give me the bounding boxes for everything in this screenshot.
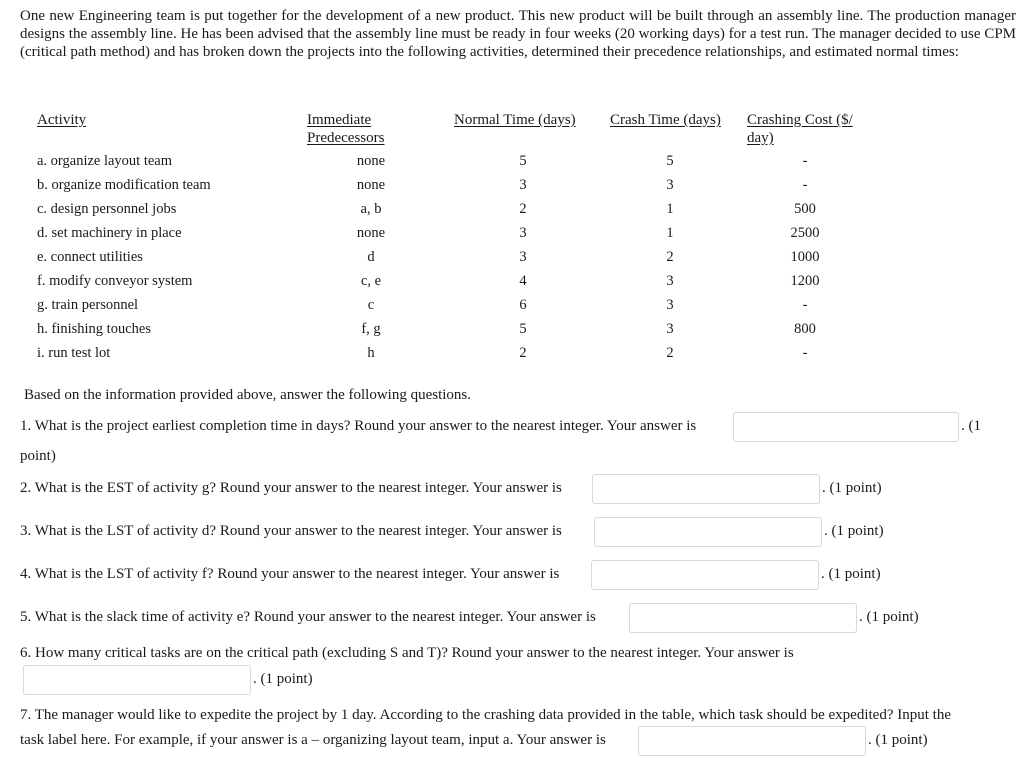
predecessors-cell: d	[367, 249, 375, 265]
crash-time-cell: 2	[666, 345, 674, 361]
predecessors-cell: a, b	[360, 201, 382, 217]
crashing-cost-cell: 800	[794, 321, 816, 337]
question-6-answer-input[interactable]	[23, 665, 251, 695]
table-row	[0, 249, 1024, 269]
crashing-cost-cell: 1000	[790, 249, 820, 265]
crashing-cost-cell: -	[802, 297, 808, 313]
activity-cell: d. set machinery in place	[37, 225, 182, 241]
header-crashing-cost-line2: day)	[747, 130, 774, 146]
activity-cell: f. modify conveyor system	[37, 273, 193, 289]
question-6-text: 6. How many critical tasks are on the critical path (excluding S and T)? Round your answer to the nearest integer. Your answer is	[20, 645, 794, 661]
questions-intro: Based on the information provided above, answer the following questions.	[24, 387, 471, 403]
header-activity: Activity	[37, 112, 87, 128]
question-1-points: . (1	[961, 418, 981, 434]
table-row	[0, 177, 1024, 197]
question-1-text: 1. What is the project earliest completion time in days? Round your answer to the nearest integer. Your answer is	[20, 418, 697, 434]
activity-cell: c. design personnel jobs	[37, 201, 177, 217]
crash-time-cell: 2	[666, 249, 674, 265]
activity-cell: g. train personnel	[37, 297, 139, 313]
table-row	[0, 297, 1024, 317]
predecessors-cell: h	[367, 345, 375, 361]
crashing-cost-cell: -	[802, 345, 808, 361]
question-7-text: 7. The manager would like to expedite the project by 1 day. According to the crashing data provided in the table, which task should be expedited? Input the	[20, 707, 951, 723]
question-6-points: . (1 point)	[253, 671, 313, 687]
crashing-cost-cell: -	[802, 177, 808, 193]
table-row	[0, 345, 1024, 365]
table-row	[0, 273, 1024, 293]
activity-cell: e. connect utilities	[37, 249, 143, 265]
header-predecessors-line2: Predecessors	[307, 130, 385, 146]
normal-time-cell: 5	[519, 321, 527, 337]
crashing-cost-cell: 2500	[790, 225, 820, 241]
predecessors-cell: f, g	[361, 321, 381, 337]
question-2-text: 2. What is the EST of activity g? Round your answer to the nearest integer. Your answer is	[20, 480, 562, 496]
question-7-answer-input[interactable]	[638, 726, 866, 756]
question-7-text-cont: task label here. For example, if your answer is a – organizing layout team, input a. Your answer is	[20, 732, 606, 748]
table-row	[0, 225, 1024, 245]
normal-time-cell: 3	[519, 225, 527, 241]
crash-time-cell: 3	[666, 177, 674, 193]
crash-time-cell: 5	[666, 153, 674, 169]
crash-time-cell: 1	[666, 201, 674, 217]
crash-time-cell: 3	[666, 297, 674, 313]
normal-time-cell: 2	[519, 345, 527, 361]
question-3-text: 3. What is the LST of activity d? Round your answer to the nearest integer. Your answer is	[20, 523, 562, 539]
activity-cell: i. run test lot	[37, 345, 111, 361]
normal-time-cell: 2	[519, 201, 527, 217]
crash-time-cell: 3	[666, 321, 674, 337]
question-2-points: . (1 point)	[822, 480, 882, 496]
question-4-points: . (1 point)	[821, 566, 881, 582]
question-7-points: . (1 point)	[868, 732, 928, 748]
header-predecessors-line1: Immediate	[307, 112, 372, 128]
question-3-answer-input[interactable]	[594, 517, 822, 547]
question-1-answer-input[interactable]	[733, 412, 959, 442]
crashing-cost-cell: 500	[794, 201, 816, 217]
question-3-points: . (1 point)	[824, 523, 884, 539]
table-row	[0, 153, 1024, 173]
normal-time-cell: 6	[519, 297, 527, 313]
normal-time-cell: 3	[519, 177, 527, 193]
crash-time-cell: 1	[666, 225, 674, 241]
question-5-answer-input[interactable]	[629, 603, 857, 633]
crash-time-cell: 3	[666, 273, 674, 289]
predecessors-cell: none	[356, 225, 386, 241]
question-1-points-cont: point)	[20, 448, 56, 464]
header-crash-time: Crash Time (days)	[610, 112, 721, 128]
activity-cell: a. organize layout team	[37, 153, 173, 169]
question-2-answer-input[interactable]	[592, 474, 820, 504]
question-5-text: 5. What is the slack time of activity e? Round your answer to the nearest integer. Your answer is	[20, 609, 596, 625]
predecessors-cell: none	[356, 177, 386, 193]
header-normal-time: Normal Time (days)	[454, 112, 576, 128]
problem-intro: One new Engineering team is put together for the development of a new product. This new product will be built through an assembly line. The production manager designs the assembly line. He has been advised that the assembly line must be ready in four weeks (20 working days) for a test run. The manager decided to use CPM (critical path method) and has broken down the projects into the following activities, determined their precedence relationships, and estimated normal times:	[20, 8, 1016, 60]
crashing-cost-cell: -	[802, 153, 808, 169]
question-4-text: 4. What is the LST of activity f? Round your answer to the nearest integer. Your answer is	[20, 566, 560, 582]
activity-cell: b. organize modification team	[37, 177, 211, 193]
table-row	[0, 201, 1024, 221]
question-5-points: . (1 point)	[859, 609, 919, 625]
normal-time-cell: 5	[519, 153, 527, 169]
header-crashing-cost-line1: Crashing Cost ($/	[747, 112, 853, 128]
normal-time-cell: 3	[519, 249, 527, 265]
predecessors-cell: none	[356, 153, 386, 169]
predecessors-cell: c	[367, 297, 375, 313]
activity-cell: h. finishing touches	[37, 321, 151, 337]
table-row	[0, 321, 1024, 341]
question-4-answer-input[interactable]	[591, 560, 819, 590]
normal-time-cell: 4	[519, 273, 527, 289]
crashing-cost-cell: 1200	[790, 273, 820, 289]
predecessors-cell: c, e	[360, 273, 382, 289]
